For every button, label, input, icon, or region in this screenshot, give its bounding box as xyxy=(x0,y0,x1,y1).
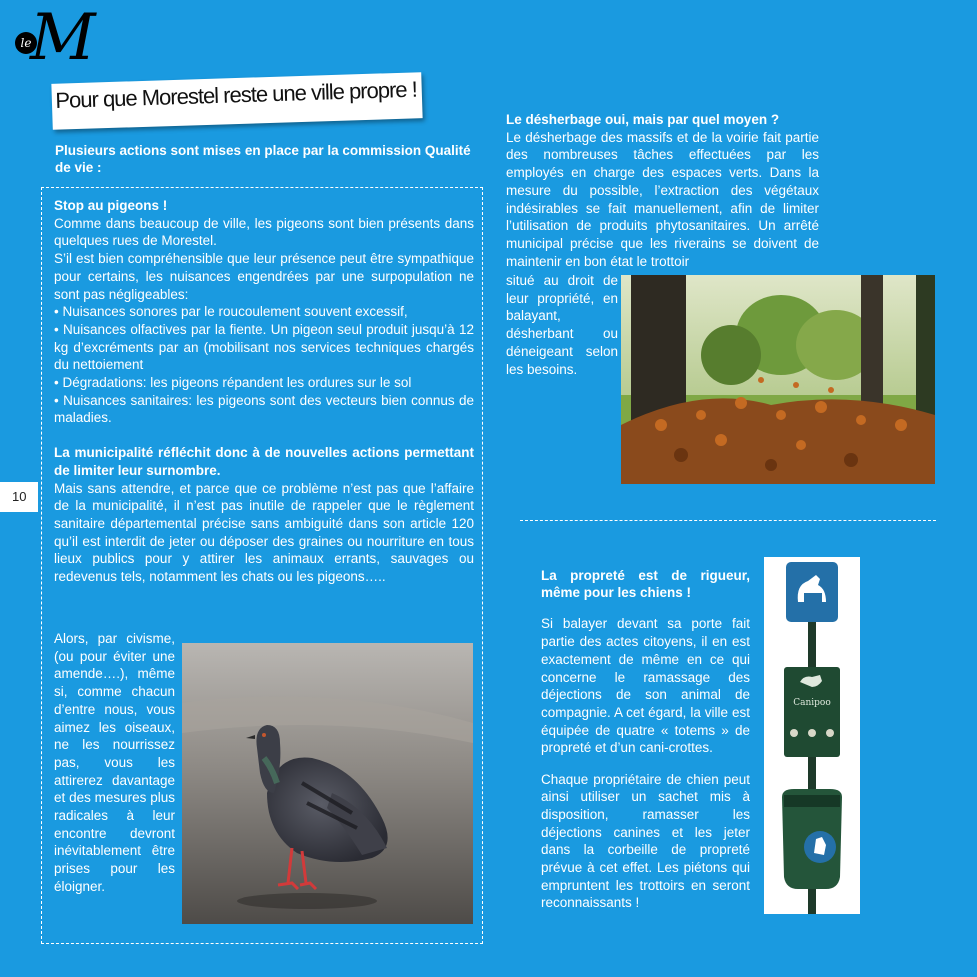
page-title: Pour que Morestel reste une ville propre ! xyxy=(55,76,418,113)
section-divider xyxy=(520,520,936,521)
chiens-paragraph: Si balayer devant sa porte fait partie des actes citoyens, il en est exactement de même en ce qui concerne le ramassage des déjections de son animal de compagnie. A cet égard, la ville est équipée de quatre « totems » de propreté et d’un cani-crottes. xyxy=(541,616,750,756)
desherbage-article xyxy=(506,111,819,270)
municipalite-heading: La municipalité réfléchit donc à de nouvelles actions permettant de limiter leur surnombre. xyxy=(54,445,474,478)
desherbage-heading: Le désherbage oui, mais par quel moyen ? xyxy=(506,112,780,127)
intro-text: Plusieurs actions sont mises en place par la commission Qualité de vie : xyxy=(55,143,471,175)
pigeons-paragraph: Comme dans beaucoup de ville, les pigeons sont bien présents dans quelques rues de Morestel. xyxy=(54,215,474,249)
logo-badge: le xyxy=(15,32,37,54)
desherbage-wrap-paragraph: situé au droit de leur propriété, en balayant, désherbant ou déneigeant selon les besoins. xyxy=(506,273,618,377)
chiens-heading: La propreté est de rigueur, même pour les chiens ! xyxy=(541,567,750,601)
pigeons-paragraph: Mais sans attendre, et parce que ce problème n’est pas que l’affaire de la municipalité, il n’est pas inutile de rappeler que le règlement sanitaire départemental précise sans ambiguité dans son article 120 qu’il est interdit de jeter ou déposer des graines ou nourriture en tous lieux publics pour y attirer les animaux errants, sauvages ou redevenus tels, notamment les chats ou les pigeons….. xyxy=(54,480,474,585)
pigeons-bullet: • Dégradations: les pigeons répandent les ordures sur le sol xyxy=(54,375,412,391)
pigeons-bullet: • Nuisances olfactives par la fiente. Un pigeon seul produit jusqu’à 12 kg d’excréments par an (mobilisant nos services techniques chargés du nettoiement xyxy=(54,321,474,373)
pigeons-paragraph: S’il est bien compréhensible que leur présence peut être sympathique pour certains, les nuisances engendrées par une surpopulation ne sont pas négligeables: xyxy=(54,251,474,302)
pigeons-heading: Stop au pigeons ! xyxy=(54,198,168,213)
logo-letter: M xyxy=(30,1,94,75)
pigeons-bullet: • Nuisances sonores par le roucoulement souvent excessif, xyxy=(54,304,408,320)
dog-totem-photo xyxy=(764,557,860,914)
totem-sign-text: Canipoo xyxy=(793,698,831,708)
civisme-paragraph: Alors, par civisme, (ou pour éviter une amende….), même si, comme chacun d’entre nous, vous aimez les oiseaux, ne les nourrissez pas, vous les attirerez davantage et des mesures plus radicales à leur encontre devront inévitablement être prises pour les éloigner. xyxy=(54,631,175,894)
pigeon-photo xyxy=(182,643,473,924)
page-number: 10 xyxy=(0,482,38,512)
pigeons-bullet: • Nuisances sanitaires: les pigeons sont des vecteurs bien connus de maladies. xyxy=(54,392,474,426)
chiens-paragraph: Chaque propriétaire de chien peut ainsi utiliser un sachet mis à disposition, ramasser les déjections canines et les jeter dans la corbeille de propreté prévue à cet effet. Les piétons qui empruntent les trottoirs en seront reconnaissants ! xyxy=(541,771,750,911)
pigeons-article xyxy=(54,197,474,586)
desherbage-paragraph: Le désherbage des massifs et de la voirie fait partie des nombreuses tâches effectuées par les employés en charge des espaces verts. Dans la mesure du possible, l’extraction des végétaux indésirables se fait manuellement, afin de limiter l’utilisation de produits phytosanitaires. Un arrêté municipal précise que les riverains se doivent de maintenir en bon état le trottoir xyxy=(506,129,819,269)
leaf-blower-photo xyxy=(621,275,935,484)
chiens-article xyxy=(541,553,750,926)
